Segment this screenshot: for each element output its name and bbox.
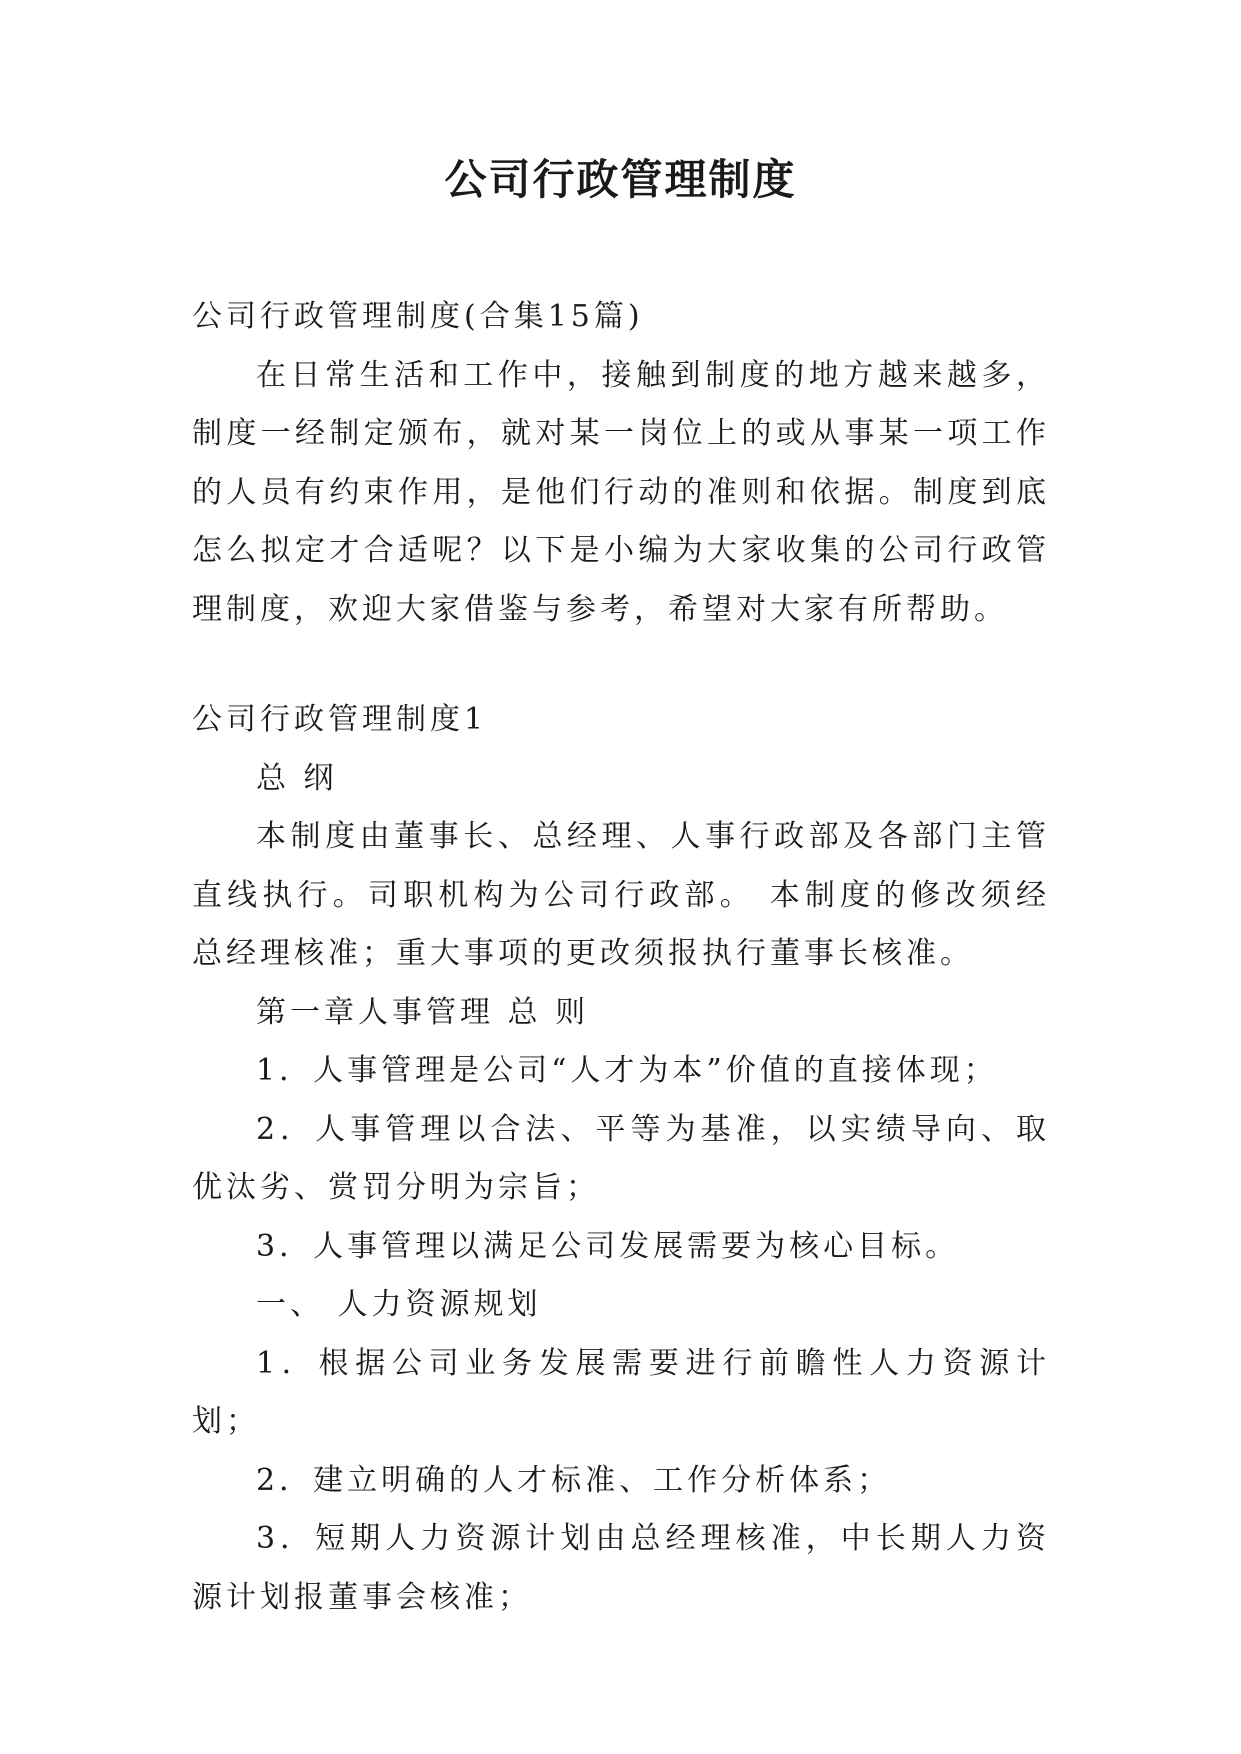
document-body	[192, 288, 1050, 1627]
document-subtitle: 公司行政管理制度(合集15篇)	[192, 299, 644, 334]
chapter-heading: 第一章人事管理 总 则	[256, 994, 590, 1030]
plan-item-2: 2．建立明确的人才标准、工作分析体系；	[256, 1462, 892, 1498]
part-heading: 一、 人力资源规划	[256, 1287, 542, 1322]
section-heading: 公司行政管理制度1	[192, 702, 488, 737]
plan-item-1: 1．根据公司业务发展需要进行前瞻性人力资源计划；	[192, 1345, 1050, 1439]
rule-item-1: 1．人事管理是公司“人才为本”价值的直接体现；	[256, 1053, 998, 1088]
document-title: 公司行政管理制度	[444, 155, 797, 204]
outline-paragraph: 本制度由董事长、总经理、人事行政部及各部门主管直线执行。司职机构为公司行政部。 本制度的修改须经总经理核准；重大事项的更改须报执行董事长核准。	[192, 819, 1050, 971]
general-outline-heading: 总 纲	[256, 760, 338, 796]
rule-item-2: 2．人事管理以合法、平等为基准，以实绩导向、取优汰劣、赏罚分明为宗旨；	[192, 1111, 1050, 1205]
intro-paragraph: 在日常生活和工作中，接触到制度的地方越来越多，制度一经制定颁布，就对某一岗位上的或从事某一项工作的人员有约束作用，是他们行动的准则和依据。制度到底怎么拟定才合适呢？以下是小编为大家收集的公司行政管理制度，欢迎大家借鉴与参考，希望对大家有所帮助。	[192, 357, 1050, 627]
plan-item-3: 3．短期人力资源计划由总经理核准，中长期人力资源计划报董事会核准；	[192, 1521, 1050, 1615]
rule-item-3: 3．人事管理以满足公司发展需要为核心目标。	[256, 1228, 960, 1264]
